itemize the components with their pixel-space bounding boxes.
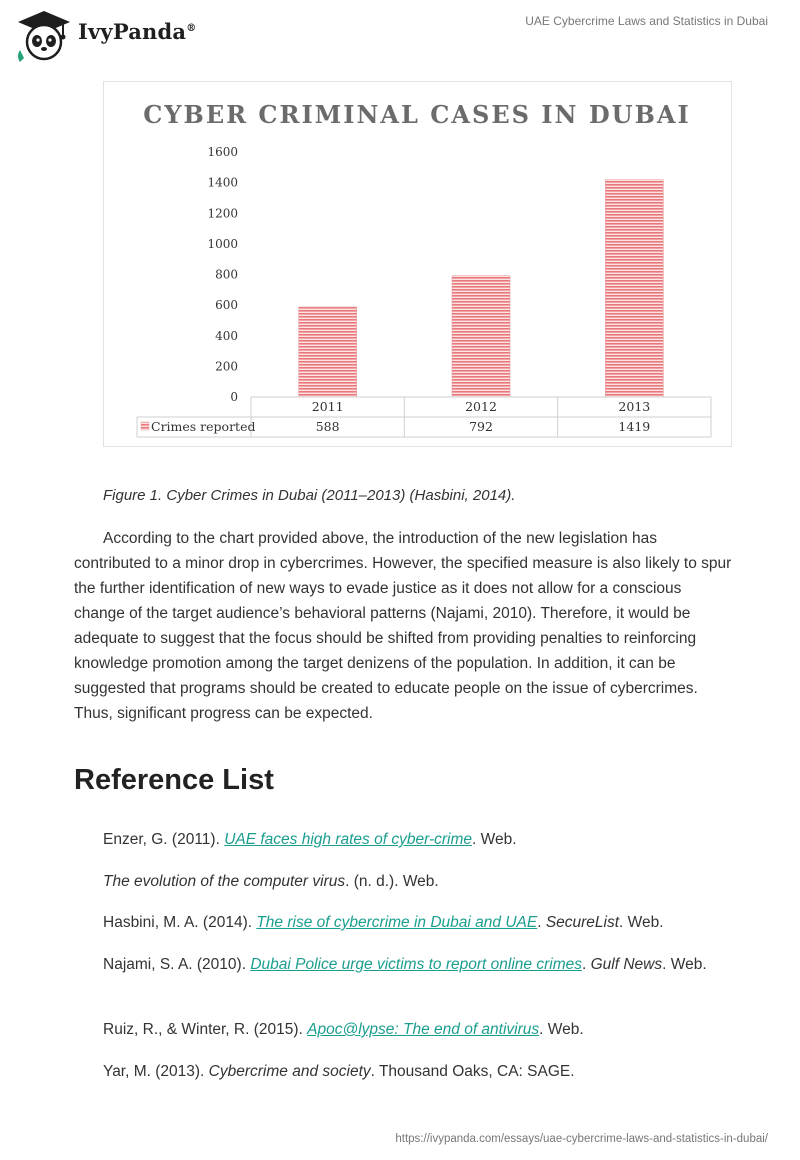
data-table [137,397,711,437]
y-tick-label: 1600 [207,145,238,159]
reference-link[interactable]: Dubai Police urge victims to report online crimes [250,956,582,973]
bar-2012 [452,276,510,397]
y-tick-label: 1200 [207,206,238,221]
legend-label: Crimes reported [151,419,256,434]
y-tick-label: 200 [215,359,238,374]
y-tick-label: 800 [215,267,238,282]
cyber-crime-chart [103,81,732,447]
x-category-label: 2013 [618,399,651,414]
reference-link[interactable]: Apoc@lypse: The end of antivirus [307,1021,540,1038]
y-tick-label: 400 [215,328,238,343]
reference-list-heading: Reference List [74,764,274,796]
bars [299,180,664,397]
reference-item: Yar, M. (2013). Cybercrime and society. Thousand Oaks, CA: SAGE. [103,1063,575,1080]
document-title: UAE Cybercrime Laws and Statistics in Dubai [525,14,768,28]
bar-2011 [299,307,357,397]
page-header [0,0,800,70]
reference-item: Hasbini, M. A. (2014). The rise of cybercrime in Dubai and UAE. SecureList. Web. [103,914,664,931]
ivypanda-logo-icon[interactable] [14,8,74,64]
reference-item: Najami, S. A. (2010). Dubai Police urge victims to report online crimes. Gulf News. Web. [103,956,707,973]
chart-canvas [104,82,731,446]
body-paragraph: According to the chart provided above, the introduction of the new legislation has contributed to a minor drop in cybercrimes. However, the specified measure is also likely to spur the further identification of new ways to evade justice as it does not allow for a conscious change of the target audience’s behavioral patterns (Najami, 2010). Therefore, it would be adequate to suggest that the focus should be shifted from providing penalties to reinforcing knowledge promotion among the target denizens of the population. In addition, it can be suggested that programs should be created to educate people on the issue of cybercrimes. Thus, significant progress can be expected. [74,530,732,722]
y-tick-label: 1000 [207,236,238,251]
table-value: 792 [469,419,493,434]
bar-2013 [605,180,663,397]
figure-caption: Figure 1. Cyber Crimes in Dubai (2011–2013) (Hasbini, 2014). [103,487,516,504]
reference-link[interactable]: The rise of cybercrime in Dubai and UAE [256,914,538,931]
x-category-label: 2012 [465,399,497,414]
x-category-label: 2011 [311,399,344,414]
reference-item: The evolution of the computer virus. (n. d.). Web. [103,873,439,890]
y-tick-label: 600 [215,298,238,313]
table-value: 1419 [618,419,651,434]
legend-swatch [141,422,149,430]
table-value: 588 [315,419,340,434]
reference-item: Enzer, G. (2011). UAE faces high rates of cyber-crime. Web. [103,831,517,848]
reference-link[interactable]: UAE faces high rates of cyber-crime [224,831,472,848]
reference-item: Ruiz, R., & Winter, R. (2015). Apoc@lypse: The end of antivirus. Web. [103,1021,584,1038]
brand-name[interactable]: IvyPanda® [78,19,197,44]
chart-title: CYBER CRIMINAL CASES IN DUBAI [143,100,691,129]
y-axis-ticks [207,145,238,404]
y-tick-label: 1400 [207,175,238,190]
footer-url[interactable]: https://ivypanda.com/essays/uae-cybercrime-laws-and-statistics-in-dubai/ [395,1133,768,1145]
y-tick-label: 0 [230,390,238,404]
